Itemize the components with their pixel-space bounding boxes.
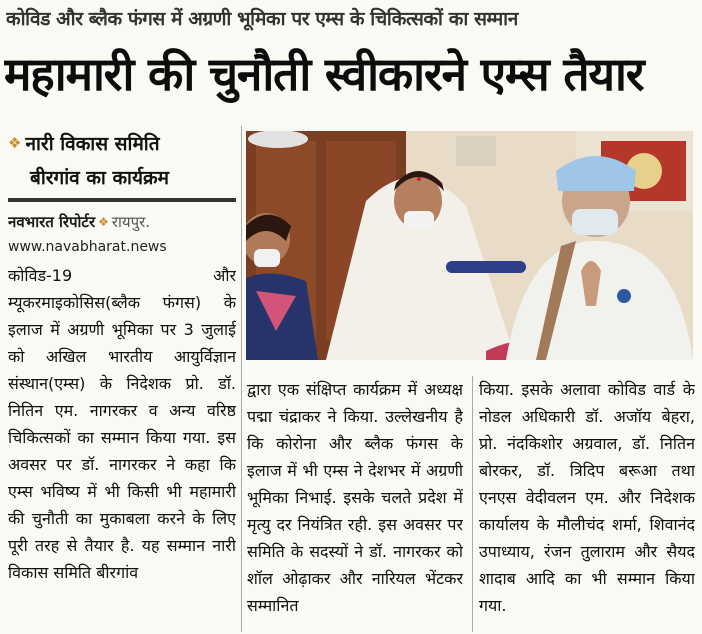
article-column-3: किया. इसके अलावा कोविड वार्ड के नोडल अधिकारी डॉ. अजॉय बेहरा, प्रो. नंदकिशोर अग्रवाल, डॉ. नितिन बोरकर, डॉ. त्रिदिप बरूआ तथा एनएस वेदीवलन एम. और निदेशक कार्यालय के मौलीचंद शर्मा, शिवानंद उपाध्याय, रंजन तुलाराम और सैयद शादाब आदि का भी सम्मान किया गया. (479, 380, 695, 615)
article-column-2: द्वारा एक संक्षिप्त कार्यक्रम में अध्यक्ष पद्मा चंद्राकर ने किया. उल्लेखनीय है कि कोरोना और ब्लैक फंगस के इलाज में भी एम्स ने देशभर में अग्रणी भूमिका निभाई. इसके चलते प्रदेश में मृत्यु दर नियंत्रित रही. इस अवसर पर समिति के सदस्यों ने डॉ. नागरकर को शॉल ओढ़ाकर और नारियल भेंटकर सम्मानित (247, 380, 463, 615)
column-divider (241, 126, 242, 632)
subheading-line2: बीरगांव का कार्यक्रम (30, 167, 169, 189)
website-url: www.navabharat.news (8, 239, 167, 255)
felicitation-photo-illustration (246, 131, 693, 360)
byline (8, 210, 240, 234)
main-headline: महामारी की चुनौती स्वीकारने एम्स तैयार (4, 47, 644, 101)
kicker-headline: कोविड और ब्लैक फंगस में अग्रणी भूमिका पर एम्स के चिकित्सकों का सम्मान (6, 8, 518, 30)
subheading-line1: नारी विकास समिति (25, 133, 160, 155)
reporter-label: नवभारत रिपोर्टर (8, 213, 96, 231)
column-divider (472, 376, 473, 632)
dateline-city: रायपुर. (111, 213, 151, 231)
section-rule (8, 198, 236, 202)
diamond-bullet-icon: ❖ (8, 134, 22, 152)
article-column-1: कोविड-19 और म्यूकरमाइकोसिस(ब्लैक फंगस) के इलाज में अग्रणी भूमिका पर 3 जुलाई को अखिल भारतीय आयुर्विज्ञान संस्थान(एम्स) के निदेशक प्रो. डॉ. नितिन एम. नागरकर व अन्य वरिष्ठ चिकित्सकों का सम्मान किया गया. इस अवसर पर डॉ. नागरकर ने कहा कि एम्स भविष्य में भी किसी भी महामारी की चुनौती का मुकाबला करने के लिए पूरी तरह से तैयार है. यह सम्मान नारी विकास समिति बीरगांव (8, 266, 236, 582)
subheading (8, 126, 240, 196)
diamond-bullet-icon: ❖ (98, 215, 109, 229)
news-photo (246, 131, 693, 360)
